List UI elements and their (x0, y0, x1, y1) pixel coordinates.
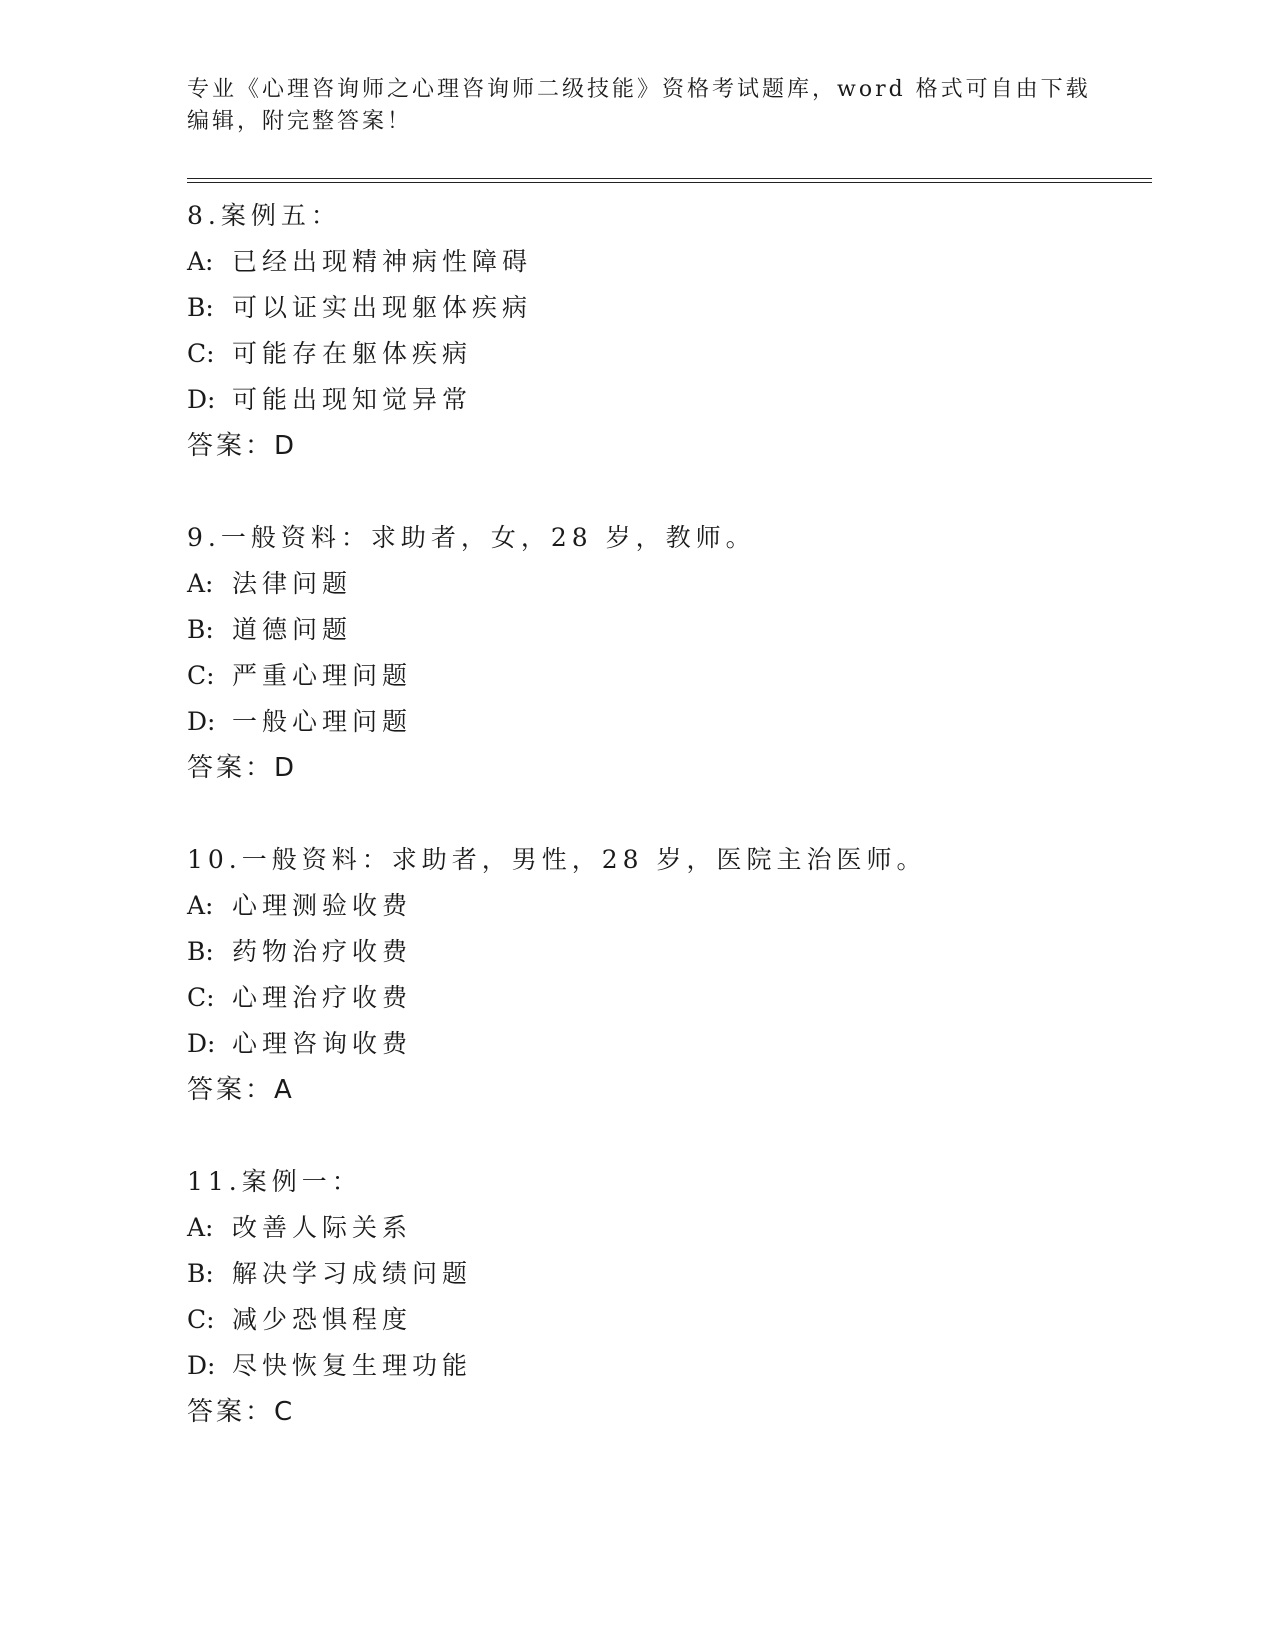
option-text: 尽快恢复生理功能 (232, 1351, 473, 1380)
header-line-2: 编辑，附完整答案！ (187, 109, 413, 134)
option-key: B: (187, 937, 214, 966)
answer-line: 答案：A (187, 1075, 295, 1105)
option-text: 一般心理问题 (232, 707, 413, 736)
option-c (187, 1297, 1187, 1343)
option-text: 减少恐惧程度 (232, 1305, 413, 1334)
question-title: 11.案例一： (187, 1167, 362, 1196)
option-text: 心理治疗收费 (232, 983, 413, 1012)
option-text: 心理咨询收费 (232, 1029, 413, 1058)
document-header (187, 74, 1091, 138)
option-key: A: (187, 569, 214, 598)
option-key: A: (187, 1213, 214, 1242)
answer-line: 答案：D (187, 431, 298, 461)
option-c (187, 653, 1187, 699)
option-text: 严重心理问题 (232, 661, 413, 690)
option-c (187, 975, 1187, 1021)
option-key: C: (187, 661, 215, 690)
option-key: A: (187, 891, 214, 920)
option-d (187, 377, 1187, 423)
header-line-1: 专业《心理咨询师之心理咨询师二级技能》资格考试题库，word 格式可自由下载 (187, 77, 1091, 102)
option-key: C: (187, 1305, 215, 1334)
option-d (187, 1021, 1187, 1067)
question-title: 9.一般资料：求助者，女，28 岁，教师。 (187, 523, 756, 552)
option-text: 药物治疗收费 (232, 937, 413, 966)
option-text: 道德问题 (232, 615, 353, 644)
option-key: B: (187, 1259, 214, 1288)
option-text: 可能出现知觉异常 (232, 385, 473, 414)
option-text: 解决学习成绩问题 (232, 1259, 473, 1288)
option-text: 心理测验收费 (232, 891, 413, 920)
option-b (187, 1251, 1187, 1297)
option-a (187, 239, 1187, 285)
question-item (187, 193, 1187, 469)
option-key: B: (187, 615, 214, 644)
option-key: C: (187, 339, 215, 368)
option-key: A: (187, 247, 214, 276)
option-text: 可能存在躯体疾病 (232, 339, 473, 368)
question-item (187, 837, 1187, 1113)
option-d (187, 699, 1187, 745)
option-text: 可以证实出现躯体疾病 (232, 293, 533, 322)
question-title: 10.一般资料：求助者，男性，28 岁，医院主治医师。 (187, 845, 927, 874)
option-key: D: (187, 1029, 216, 1058)
question-item (187, 515, 1187, 791)
header-divider-bottom (187, 182, 1152, 183)
question-list (187, 193, 1187, 1481)
option-key: D: (187, 385, 216, 414)
header-divider-top (187, 178, 1152, 179)
option-text: 已经出现精神病性障碍 (232, 247, 533, 276)
option-b (187, 607, 1187, 653)
option-text: 法律问题 (232, 569, 353, 598)
option-text: 改善人际关系 (232, 1213, 413, 1242)
option-d (187, 1343, 1187, 1389)
answer-line: 答案：C (187, 1397, 296, 1427)
option-a (187, 1205, 1187, 1251)
option-key: D: (187, 1351, 216, 1380)
option-a (187, 883, 1187, 929)
option-b (187, 929, 1187, 975)
question-item (187, 1159, 1187, 1435)
option-key: C: (187, 983, 215, 1012)
option-a (187, 561, 1187, 607)
option-b (187, 285, 1187, 331)
answer-line: 答案：D (187, 753, 298, 783)
option-key: B: (187, 293, 214, 322)
option-key: D: (187, 707, 216, 736)
question-title: 8.案例五： (187, 201, 341, 230)
option-c (187, 331, 1187, 377)
